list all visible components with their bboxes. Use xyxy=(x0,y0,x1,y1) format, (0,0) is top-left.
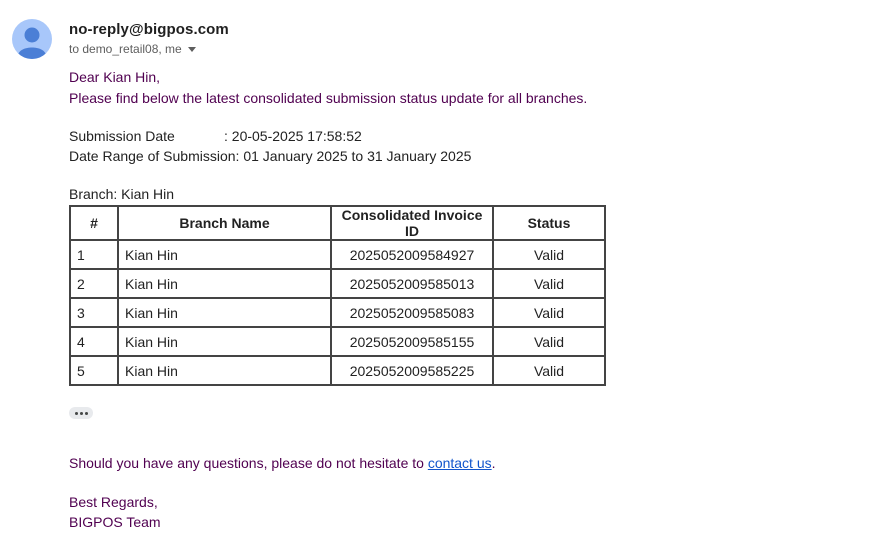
branch-name-cell: Kian Hin xyxy=(118,327,331,356)
date-range-label: Date Range of Submission: xyxy=(69,148,240,164)
greeting: Dear Kian Hin, xyxy=(69,69,161,85)
ellipsis-icon xyxy=(80,412,83,415)
header-branch-name: Branch Name xyxy=(118,206,331,240)
submission-status-table xyxy=(69,205,606,386)
closing-prefix: Should you have any questions, please do not hesitate to xyxy=(69,455,428,471)
submission-date-value: : 20-05-2025 17:58:52 xyxy=(224,128,362,144)
table-row xyxy=(70,240,605,269)
table-row xyxy=(70,327,605,356)
status-cell: Valid xyxy=(493,327,605,356)
recipients-label: to demo_retail08, me xyxy=(69,42,182,56)
regards-text: Best Regards, xyxy=(69,494,158,510)
row-number: 1 xyxy=(70,240,118,269)
submission-date-label: Submission Date xyxy=(69,128,175,144)
table-row xyxy=(70,356,605,385)
caret-down-icon xyxy=(188,47,196,52)
show-trimmed-content-button[interactable] xyxy=(69,407,93,419)
header-invoice-id: Consolidated Invoice ID xyxy=(331,206,493,240)
recipients-toggle[interactable] xyxy=(69,42,196,56)
ellipsis-icon xyxy=(75,412,78,415)
default-person-avatar-icon xyxy=(12,19,52,59)
row-number: 3 xyxy=(70,298,118,327)
contact-us-link[interactable]: contact us xyxy=(427,455,492,471)
date-range-row xyxy=(69,146,471,166)
invoice-id-cell: 2025052009585155 xyxy=(331,327,493,356)
row-number: 5 xyxy=(70,356,118,385)
status-cell: Valid xyxy=(493,240,605,269)
ellipsis-icon xyxy=(85,412,88,415)
intro-text: Please find below the latest consolidated submission status update for all branches. xyxy=(69,90,588,106)
table-row xyxy=(70,269,605,298)
invoice-id-cell: 2025052009585083 xyxy=(331,298,493,327)
sender-avatar[interactable] xyxy=(12,19,52,59)
status-cell: Valid xyxy=(493,356,605,385)
branch-name-cell: Kian Hin xyxy=(118,298,331,327)
row-number: 4 xyxy=(70,327,118,356)
submission-date-row xyxy=(69,126,362,146)
sender-address[interactable]: no-reply@bigpos.com xyxy=(69,21,229,38)
header-status: Status xyxy=(493,206,605,240)
table-header-row xyxy=(70,206,605,240)
closing-line xyxy=(69,453,496,473)
branch-name-cell: Kian Hin xyxy=(118,269,331,298)
branch-name-cell: Kian Hin xyxy=(118,240,331,269)
status-cell: Valid xyxy=(493,298,605,327)
closing-suffix: . xyxy=(491,455,496,471)
row-number: 2 xyxy=(70,269,118,298)
branch-line: Branch: Kian Hin xyxy=(69,186,175,202)
invoice-id-cell: 2025052009584927 xyxy=(331,240,493,269)
signature-text: BIGPOS Team xyxy=(69,514,161,530)
date-range-value: 01 January 2025 to 31 January 2025 xyxy=(239,148,472,164)
status-cell: Valid xyxy=(493,269,605,298)
header-number: # xyxy=(70,206,118,240)
invoice-id-cell: 2025052009585225 xyxy=(331,356,493,385)
invoice-id-cell: 2025052009585013 xyxy=(331,269,493,298)
branch-name-cell: Kian Hin xyxy=(118,356,331,385)
table-row xyxy=(70,298,605,327)
